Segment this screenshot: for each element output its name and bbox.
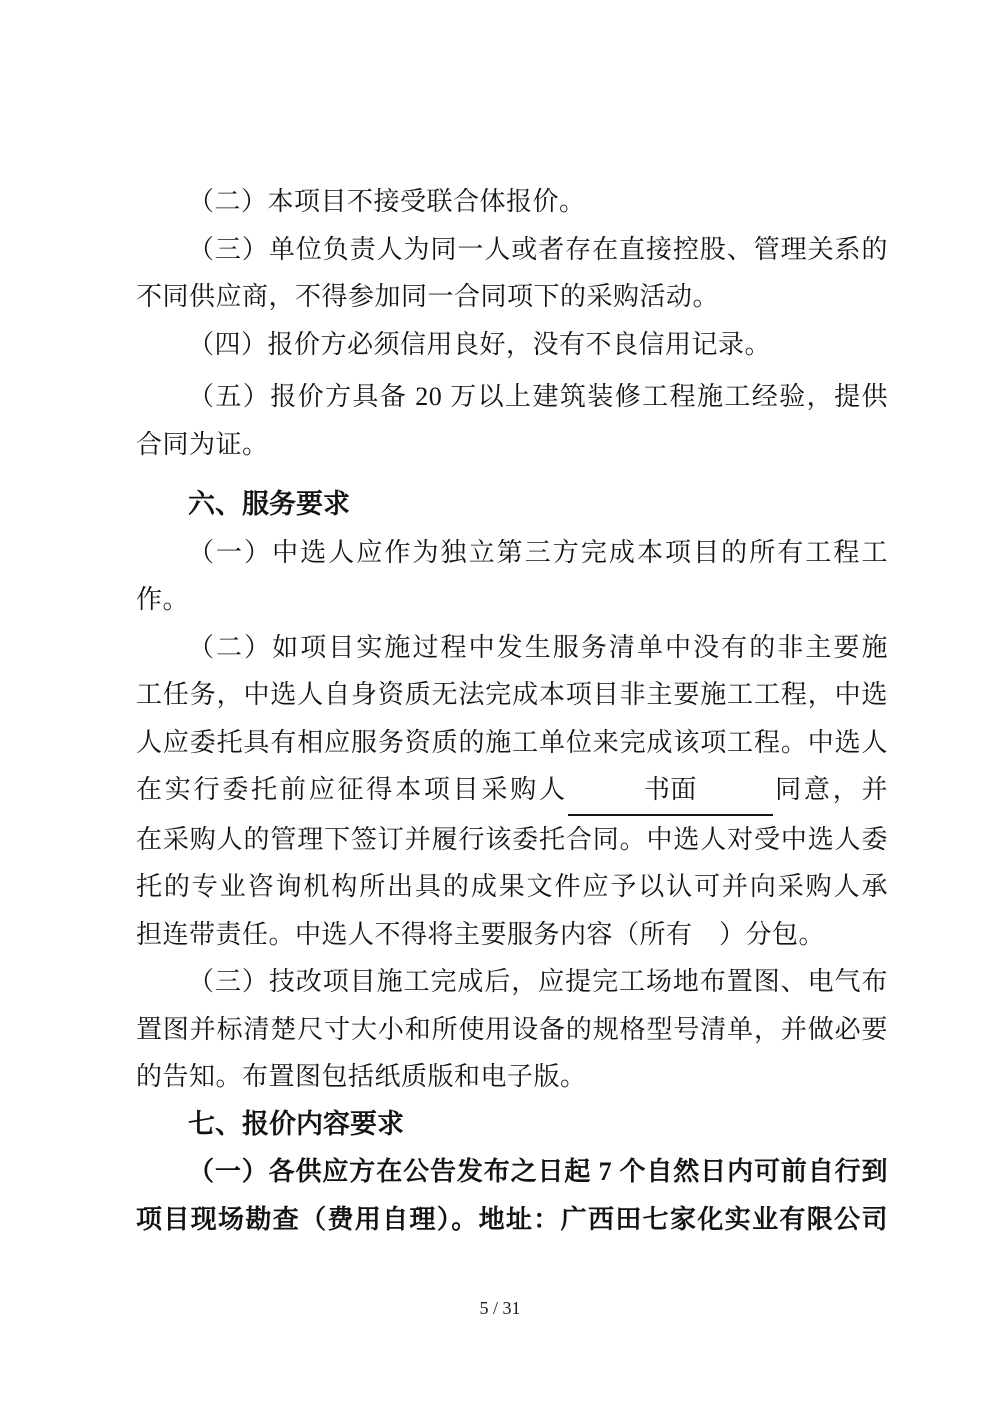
text-line: （一）中选人应作为独立第三方完成本项目的所有工程工 xyxy=(188,537,888,567)
paragraph xyxy=(136,624,888,959)
text-line: 项目现场勘查（费用自理）。地址：广西田七家化实业有限公司 xyxy=(136,1204,888,1234)
text-line: 工任务，中选人自身资质无法完成本项目非主要施工工程，中选 xyxy=(136,680,888,709)
text-line: （二）本项目不接受联合体报价。 xyxy=(188,187,586,216)
paragraph xyxy=(136,321,888,369)
paragraph xyxy=(136,226,888,321)
section-heading: 七、报价内容要求 xyxy=(188,1108,404,1139)
document-body xyxy=(136,178,888,1243)
text-line: （四）报价方必须信用良好，没有不良信用记录。 xyxy=(188,329,772,359)
text-line: （三）单位负责人为同一人或者存在直接控股、管理关系的 xyxy=(188,234,888,264)
section-heading: 六、服务要求 xyxy=(188,489,350,519)
text-line: 托的专业咨询机构所出具的成果文件应予以认可并向采购人承 xyxy=(136,872,888,901)
paragraph xyxy=(136,958,888,1101)
page-number: 5 / 31 xyxy=(479,1298,521,1318)
text-line: 合同为证。 xyxy=(136,429,269,459)
text-line: 不同供应商，不得参加同一合同项下的采购活动。 xyxy=(136,282,720,311)
paragraph xyxy=(136,1148,888,1243)
text-line: 的告知。布置图包括纸质版和电子版。 xyxy=(136,1062,587,1091)
text-line: （三）技改项目施工完成后，应提完工场地布置图、电气布 xyxy=(188,967,888,996)
text-line: （五）报价方具备 20 万以上建筑装修工程施工经验，提供 xyxy=(188,382,888,411)
fill-in-blank-underline: 书面 xyxy=(568,766,773,816)
text-line: 在采购人的管理下签订并履行该委托合同。中选人对受中选人委 xyxy=(136,824,888,854)
text-line: 在实行委托前应征得本项目采购人 书面 同意，并 xyxy=(136,766,888,816)
text-line: 担连带责任。中选人不得将主要服务内容（所有 ）分包。 xyxy=(136,919,826,949)
text-line: 置图并标清楚尺寸大小和所使用设备的规格型号清单，并做必要 xyxy=(136,1014,888,1044)
paragraph xyxy=(136,178,888,226)
paragraph xyxy=(136,529,888,624)
text-line: 人应委托具有相应服务资质的施工单位来完成该项工程。中选人 xyxy=(136,727,888,757)
text-line: （二）如项目实施过程中发生服务清单中没有的非主要施 xyxy=(188,632,888,662)
text-line: 作。 xyxy=(136,585,190,614)
paragraph xyxy=(136,373,888,468)
text-line: （一）各供应方在公告发布之日起 7 个自然日内可前自行到 xyxy=(188,1157,888,1186)
